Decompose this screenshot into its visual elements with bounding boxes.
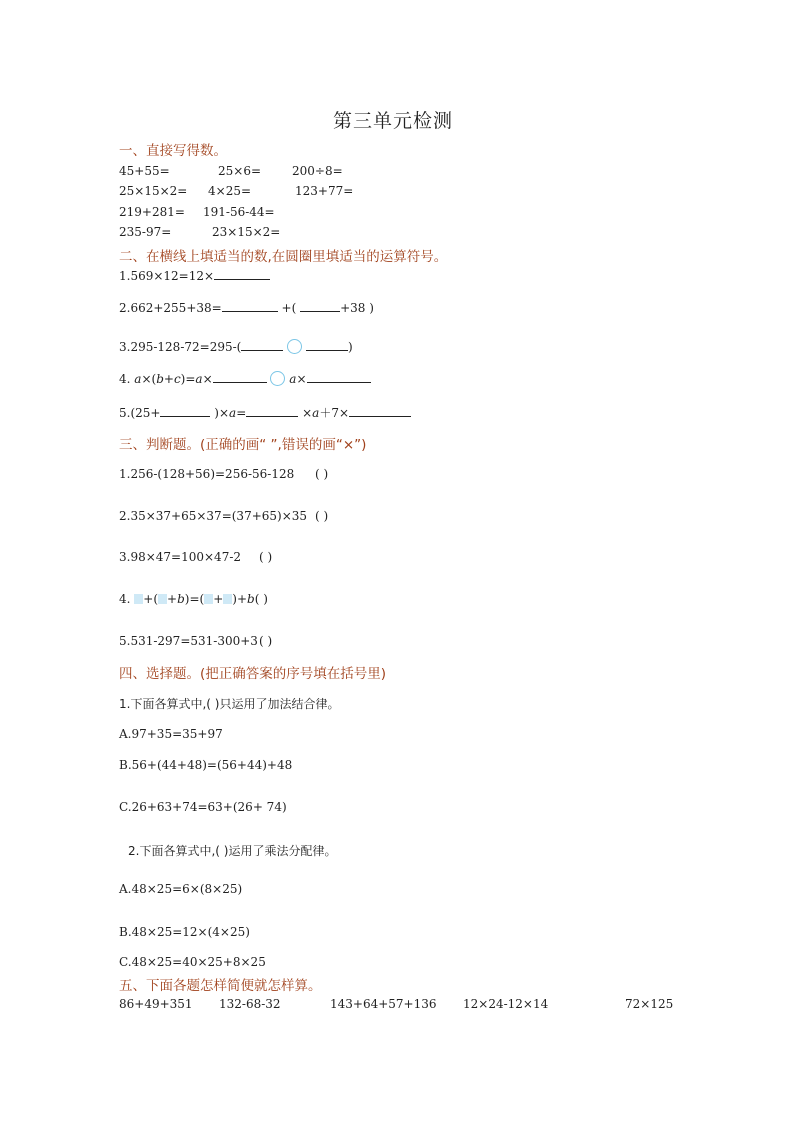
s2-q5-text-e: × — [302, 406, 313, 420]
s4-q1-option-b[interactable]: B.56+(44+48)=(56+44)+48 — [119, 758, 293, 772]
s2-q2-text-b: +( — [281, 301, 297, 315]
s2-q4-text-e: + — [163, 372, 174, 386]
s3-question-2: 2.35×37+65×37=(37+65)×35 — [119, 509, 308, 523]
s1-r4-c2: 23×15×2= — [212, 225, 281, 239]
var-c: c — [173, 372, 181, 386]
section-2-heading: 二、在横线上填适当的数,在圆圈里填适当的运算符号。 — [119, 249, 448, 265]
s1-r2-c1: 25×15×2= — [119, 184, 188, 198]
section-5-heading: 五、下面各题怎样简便就怎样算。 — [119, 978, 322, 994]
highlight-mark — [134, 594, 143, 604]
s1-r1-c2: 25×6= — [218, 164, 262, 178]
s2-q5-text-g: ＋7× — [319, 406, 350, 420]
s4-q2-option-a[interactable]: A.48×25=6×(8×25) — [119, 882, 243, 896]
section-4-heading: 四、选择题。(把正确答案的序号填在括号里) — [119, 666, 387, 682]
answer-blank[interactable] — [246, 404, 298, 417]
s4-question-1: 1.下面各算式中,( )只运用了加法结合律。 — [119, 697, 340, 711]
answer-blank[interactable] — [160, 404, 210, 417]
s5-item-4: 12×24-12×14 — [463, 997, 549, 1011]
s5-item-5: 72×125 — [625, 997, 674, 1011]
s3-q4-text-c: + — [167, 592, 178, 606]
var-b: b — [177, 592, 185, 606]
answer-blank[interactable] — [300, 299, 340, 312]
s2-q4-text-a: 4. — [119, 372, 131, 386]
answer-blank[interactable] — [349, 404, 411, 417]
answer-blank[interactable] — [307, 370, 371, 383]
s2-q4-text-c: ×( — [141, 372, 157, 386]
var-b: b — [156, 372, 164, 386]
s2-q5-text-d: = — [236, 406, 247, 420]
s5-item-1: 86+49+351 — [119, 997, 193, 1011]
operator-circle[interactable] — [287, 339, 302, 354]
highlight-mark — [158, 594, 167, 604]
section-1-heading: 一、直接写得数。 — [119, 143, 227, 159]
s2-question-4 — [119, 370, 371, 386]
s1-r3-c1: 219+281= — [119, 205, 185, 219]
s2-q4-text-k: × — [296, 372, 307, 386]
answer-blank[interactable] — [306, 338, 348, 351]
s2-question-2 — [119, 299, 374, 315]
answer-paren[interactable]: ( ) — [254, 592, 268, 606]
s2-question-5 — [119, 404, 411, 421]
s4-q1-option-a[interactable]: A.97+35=35+97 — [119, 727, 223, 741]
s2-question-1 — [119, 267, 270, 283]
highlight-mark — [223, 594, 232, 604]
s5-item-2: 132-68-32 — [219, 997, 281, 1011]
s1-r3-c2: 191-56-44= — [203, 205, 275, 219]
s4-q2-option-b[interactable]: B.48×25=12×(4×25) — [119, 925, 250, 939]
var-a: a — [312, 406, 320, 420]
page-title: 第三单元检测 — [333, 110, 454, 132]
var-b: b — [247, 592, 255, 606]
s3-question-1: 1.256-(128+56)=256-56-128 — [119, 467, 295, 481]
answer-blank[interactable] — [214, 267, 270, 280]
s2-question-3 — [119, 338, 353, 354]
s3-q4-text-e: )=( — [184, 592, 205, 606]
s3-q4-text-f: + — [213, 592, 224, 606]
answer-paren[interactable]: ( ) — [259, 634, 273, 648]
s3-q4-text-b: +( — [143, 592, 159, 606]
s2-q3-text-a: 3.295-128-72=295-( — [119, 340, 242, 354]
s2-q5-text-b: )× — [214, 406, 230, 420]
section-3-heading: 三、判断题。(正确的画“ ”,错误的画“×”) — [119, 437, 367, 453]
s2-q1-text: 1.569×12=12× — [119, 269, 215, 283]
answer-paren[interactable]: ( ) — [315, 467, 329, 481]
s3-q4-text-g: )+ — [232, 592, 248, 606]
s3-q4-text-a: 4. — [119, 592, 131, 606]
s2-q3-text-b: ) — [348, 340, 353, 354]
s5-item-3: 143+64+57+136 — [330, 997, 437, 1011]
s2-q2-text-c: +38 ) — [340, 301, 374, 315]
answer-blank[interactable] — [213, 370, 267, 383]
s2-q5-text-a: 5.(25+ — [119, 406, 161, 420]
s4-q1-option-c[interactable]: C.26+63+74=63+(26+ 74) — [119, 800, 287, 814]
s3-question-5: 5.531-297=531-300+3 — [119, 634, 258, 648]
s4-question-2: 2.下面各算式中,( )运用了乘法分配律。 — [128, 844, 337, 858]
s3-question-4 — [119, 592, 268, 606]
var-a: a — [195, 372, 203, 386]
s2-q4-text-g: )= — [180, 372, 196, 386]
operator-circle[interactable] — [270, 371, 285, 386]
var-a: a — [134, 372, 142, 386]
s2-q4-text-i: × — [202, 372, 213, 386]
var-a: a — [289, 372, 297, 386]
s1-r1-c3: 200÷8= — [292, 164, 343, 178]
answer-blank[interactable] — [222, 299, 278, 312]
s3-question-3: 3.98×47=100×47-2 — [119, 550, 242, 564]
s1-r2-c2: 4×25= — [208, 184, 252, 198]
s1-r2-c3: 123+77= — [295, 184, 354, 198]
answer-blank[interactable] — [241, 338, 283, 351]
answer-paren[interactable]: ( ) — [315, 509, 329, 523]
answer-paren[interactable]: ( ) — [259, 550, 273, 564]
s1-r1-c1: 45+55= — [119, 164, 170, 178]
highlight-mark — [204, 594, 213, 604]
var-a: a — [229, 406, 237, 420]
s4-q2-option-c[interactable]: C.48×25=40×25+8×25 — [119, 955, 266, 969]
s2-q2-text-a: 2.662+255+38= — [119, 301, 222, 315]
s1-r4-c1: 235-97= — [119, 225, 172, 239]
